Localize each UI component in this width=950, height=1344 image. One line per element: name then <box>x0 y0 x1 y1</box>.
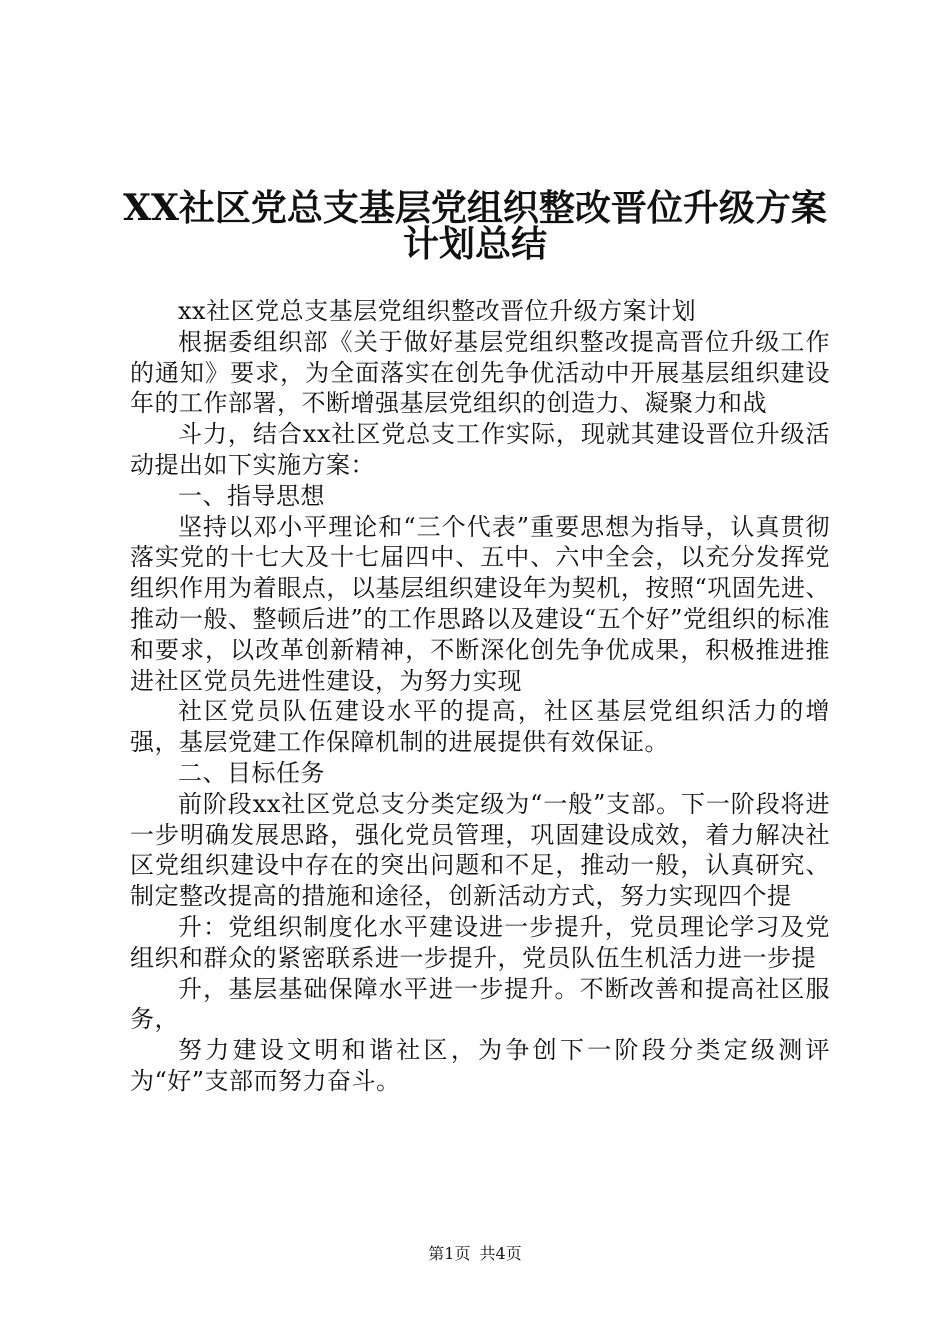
paragraph-guiding-ideology-cont: 社区党员队伍建设水平的提高，社区基层党组织活力的增强，基层党建工作保障机制的进展提供有效保证。 <box>130 697 830 757</box>
document-title-line-2: 计划总结 <box>402 223 547 265</box>
section-heading-guiding-ideology: 一、指导思想 <box>178 481 325 510</box>
page-number: 第1页 <box>428 1244 471 1263</box>
paragraph-goals-cont-1: 升：党组织制度化水平建设进一步提升，党员理论学习及党组织和群众的紧密联系进一步提升，党员队伍生机活力进一步提 <box>130 912 830 972</box>
paragraph-guiding-ideology: 坚持以邓小平理论和“三个代表”重要思想为指导，认真贯彻落实党的十七大及十七届四中、五中、六中全会，以充分发挥党组织作用为着眼点，以基层组织建设年为契机，按照“巩固先进、推动一般、整顿后进”的工作思路以及建设“五个好”党组织的标准和要求，以改革创新精神，不断深化创先争优成果，积极推进推进社区党员先进性建设，为努力实现 <box>130 512 830 695</box>
paragraph-plan-heading: xx社区党总支基层党组织整改晋位升级方案计划 <box>178 297 697 325</box>
section-heading-goals: 二、目标任务 <box>178 758 325 787</box>
paragraph-intro-cont: 斗力，结合xx社区党总支工作实际，现就其建设晋位升级活动提出如下实施方案： <box>130 420 830 479</box>
document-body <box>130 296 830 1097</box>
paragraph-goals-cont-2: 升，基层基础保障水平进一步提升。不断改善和提高社区服务， <box>130 974 830 1034</box>
paragraph-goals-cont-3: 努力建设文明和谐社区，为争创下一阶段分类定级测评为“好”支部而努力奋斗。 <box>130 1036 830 1095</box>
paragraph-goals: 前阶段xx社区党总支分类定级为“一般”支部。下一阶段将进一步明确发展思路，强化党员管理，巩固建设成效，着力解决社区党组织建设中存在的突出问题和不足，推动一般，认真研究、制定整改提高的措施和途径，创新活动方式，努力实现四个提 <box>130 789 830 911</box>
document-title-line-1: XX社区党总支基层党组织整改晋位升级方案 <box>123 187 827 229</box>
page-total: 共4页 <box>479 1244 522 1263</box>
page-footer <box>0 1243 950 1265</box>
paragraph-intro: 根据委组织部《关于做好基层党组织整改提高晋位升级工作的通知》要求，为全面落实在创先争优活动中开展基层组织建设年的工作部署，不断增强基层党组织的创造力、凝聚力和战 <box>130 327 830 418</box>
